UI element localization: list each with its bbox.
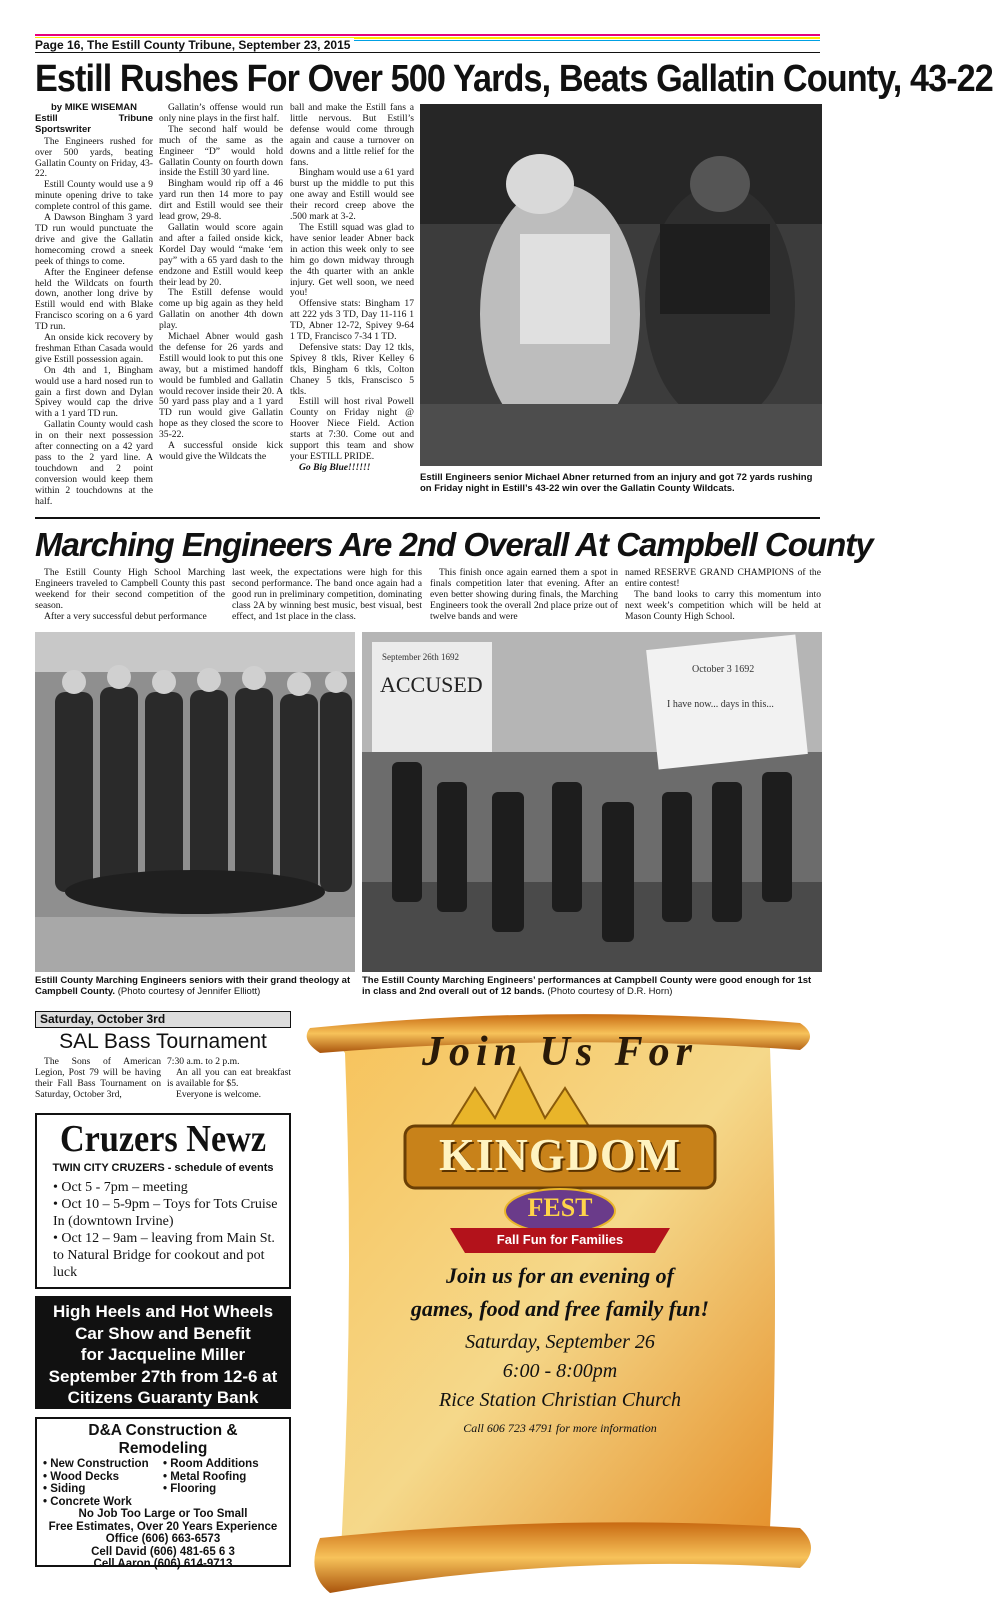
paragraph: After the Engineer defense held the Wildcats on fourth down, another long drive by Estill would end with Blake Francisco scoring on a 6 yard TD run. [35, 266, 153, 333]
da-service: • Siding [43, 1483, 86, 1495]
paragraph: The Sons of American Legion, Post 79 will be having their Fall Bass Tournament on Saturday, October 3rd, [35, 1056, 161, 1100]
da-title: D&A Construction & Remodeling [88, 1422, 238, 1457]
folio-rule [35, 52, 820, 53]
byline-title: Estill Tribune Sportswriter [35, 112, 153, 135]
paragraph: This finish once again earned them a spot in finals competition later that evening. After an even better showing during finals, the Marching Engineers took the overall 2nd place prize out of twelve bands and were [430, 567, 618, 622]
story1-column-1 [35, 103, 153, 508]
paragraph: An all you can eat breakfast is available for $5. [167, 1066, 291, 1089]
da-service: • New Construction [43, 1458, 149, 1470]
band-performance-photo [362, 632, 822, 972]
event-time: 6:00 - 8:00pm [502, 1360, 618, 1382]
paragraph: After a very successful debut performance [44, 610, 207, 622]
event-date: Saturday, September 26 [465, 1331, 655, 1353]
sign2-date: October 3 1692 [692, 664, 755, 675]
paragraph: The Estill defense would come up big again as they held Gallatin on another 4th down play. [159, 287, 283, 332]
football-photo-art [420, 104, 822, 466]
paragraph: Estill County would use a 9 minute opening drive to take complete control of this game. [35, 179, 153, 213]
football-photo-caption: Estill Engineers senior Michael Abner returned from an injury and got 72 yards rushing on Friday night in Estill’s 43-22 win over the Gallatin County Wildcats. [420, 472, 813, 494]
da-contact-line: Office (606) 663-6573 [105, 1533, 221, 1545]
da-contact-line: Free Estimates, Over 20 Years Experience [48, 1520, 278, 1533]
football-photo [420, 104, 822, 466]
da-services-right [163, 1458, 283, 1508]
band-seniors-photo-art [35, 632, 355, 972]
invite-line-1: Join us for an evening of [446, 1263, 674, 1288]
paragraph: Everyone is welcome. [176, 1088, 261, 1100]
signoff: Go Big Blue!!!!!! [299, 461, 371, 473]
sal-column-2 [167, 1057, 291, 1101]
color-bar-magenta [35, 34, 820, 36]
da-service: • Flooring [163, 1483, 217, 1495]
caption-text: The Estill County Marching Engineers’ performances at Campbell County were good enough for 1st in class and 2nd overall out of 12 bands. [362, 975, 812, 997]
caption-text: Estill County Marching Engineers seniors with their grand theology at Campbell County. [35, 975, 351, 997]
cruzers-item: • Oct 10 – 5-9pm – Toys for Tots Cruise In (downtown Irvine) [53, 1197, 278, 1229]
paragraph: The Engineers rushed for over 500 yards, beating Gallatin County on Friday, 43-22. [35, 135, 153, 180]
photo-credit: (Photo courtesy of D.R. Horn) [547, 986, 673, 997]
paragraph: Offensive stats: Bingham 17 att 222 yds 3 TD, Day 11-116 1 TD, Abner 12-72, Spivey 9-64 1 TD, Francisco 7-34 1 TD. [290, 298, 414, 343]
paragraph: ball and make the Estill fans a little nervous. But Estill’s defense would come through again and cause a turnover on downs and a little relief for the fans. [290, 102, 414, 168]
da-construction-ad [35, 1417, 291, 1570]
story2-column-4 [625, 568, 821, 623]
kingdom-logo: KINGDOM [438, 1129, 682, 1180]
da-contact-line: Cell David (606) 481-65 6 3 [91, 1545, 235, 1558]
band-performance-photo-art [362, 632, 822, 972]
story2-headline: Marching Engineers Are 2nd Overall At Campbell County [35, 526, 873, 563]
da-services-left [43, 1458, 163, 1508]
paragraph: Bingham would use a 61 yard burst up the middle to put this one away and Estill would see their record creep above the .500 mark at 3-2. [290, 167, 414, 223]
car-show-line: September 27th from 12-6 at [48, 1366, 278, 1386]
story2-column-2 [232, 568, 422, 623]
paragraph: Michael Abner would gash the defense for 26 yards and Estill would look to put this one away, but a mistimed handoff would be fumbled and Gallatin would recover inside their 20. A 50 yard pass play and a 1 yard TD run would give Gallatin hope as they closed the score to 35-22. [159, 331, 283, 441]
story1-headline: Estill Rushes For Over 500 Yards, Beats Gallatin County, 43-22 [35, 58, 993, 100]
car-show-line: Citizens Guaranty Bank [67, 1388, 259, 1407]
sign2-text: I have now... days in this... [667, 699, 774, 710]
da-contact [43, 1508, 283, 1571]
paragraph: named RESERVE GRAND CHAMPIONS of the entire contest! [625, 567, 821, 589]
cruzers-item: • Oct 12 – 9am – leaving from Main St. to Natural Bridge for cookout and pot luck [53, 1231, 275, 1280]
event-call: Call 606 723 4791 for more information [463, 1421, 657, 1435]
da-service: • Room Additions [163, 1458, 259, 1470]
band-performance-caption [362, 975, 822, 997]
paragraph: An onside kick recovery by freshman Ethan Casada would give Estill possession again. [35, 332, 153, 365]
cruzers-box [35, 1113, 291, 1289]
invite-line-2: games, food and free family fun! [410, 1296, 710, 1321]
paragraph: The second half would be much of the same as the Engineer “D” would hold Gallatin County on fourth down inside the Estill 30 yard line. [159, 123, 283, 179]
cruzers-item: • Oct 5 - 7pm – meeting [53, 1180, 188, 1195]
sal-column-1 [35, 1057, 161, 1101]
band-seniors-photo [35, 632, 355, 972]
join-us-for: Join Us For [421, 1029, 699, 1075]
paragraph: The Estill squad was glad to have senior leader Abner back in action this week only to see him go down midway through the 4th quarter with an ankle injury. Get well soon, we need you! [290, 221, 414, 299]
paragraph: Gallatin would score again and after a failed onside kick, Kordel Day would “make ‘em pay” with a 65 yard dash to the endzone and Estill would keep their lead by 20. [159, 221, 283, 288]
paragraph: Gallatin County would cash in on their next possession after connecting on a 42 yard pass to the 2 yard line. A touchdown and 2 point conversion would keep them within 2 touchdowns at the half. [35, 419, 153, 507]
car-show-line: Car Show and Benefit [75, 1323, 251, 1343]
page-folio: Page 16, The Estill County Tribune, September 23, 2015 [35, 38, 354, 52]
paragraph: 7:30 a.m. to 2 p.m. [167, 1056, 240, 1067]
da-service: • Concrete Work [43, 1495, 132, 1508]
section-rule [35, 517, 820, 519]
story2-column-3 [430, 568, 618, 623]
story2-column-1 [35, 568, 225, 623]
sign-date: September 26th 1692 [382, 652, 459, 662]
byline: by MIKE WISEMAN [50, 102, 138, 113]
da-contact-line: Cell Aaron (606) 614-9713 [93, 1558, 233, 1570]
paragraph: The band looks to carry this momentum into next week’s competition which will be held at Mason County High School. [625, 588, 821, 622]
story1-column-2 [159, 103, 283, 463]
sal-date-banner: Saturday, October 3rd [35, 1011, 291, 1028]
paragraph: A successful onside kick would give the Wildcats the [159, 440, 283, 462]
paragraph: last week, the expectations were high for this second performance. The band once again had a good run in preliminary competition, dominating class 2A by winning best music, best visual, best effect, and 1st place in the class. [232, 567, 422, 622]
paragraph: Defensive stats: Day 12 tkls, Spivey 8 tkls, River Kelley 6 tkls, Bingham 6 tkls, Colton Chaney 5 tkls, Franscisco 5 tkls. [290, 341, 414, 397]
kingdom-fest-ad [300, 1008, 822, 1598]
paragraph: Estill will host rival Powell County on Friday night @ Hoover Niece Field. Action starts at 7:30. Come out and support this team and show your ESTILL PRIDE. [290, 396, 414, 462]
paragraph: Bingham would rip off a 46 yard run then 14 more to pay dirt and Estill would see their lead grow, 29-8. [159, 178, 283, 223]
photo-credit: (Photo courtesy of Jennifer Elliott) [117, 986, 261, 997]
car-show-line: for Jacqueline Miller [80, 1345, 246, 1364]
da-contact-line: No Job Too Large or Too Small [78, 1508, 248, 1520]
cruzers-title: Cruzers Newz [59, 1118, 267, 1160]
car-show-box [35, 1296, 291, 1409]
cruzers-subtitle: TWIN CITY CRUZERS - schedule of events [52, 1162, 274, 1174]
event-place: Rice Station Christian Church [438, 1389, 682, 1411]
car-show-line: High Heels and Hot Wheels [52, 1302, 274, 1321]
story1-column-3 [290, 103, 414, 474]
paragraph: A Dawson Bingham 3 yard TD run would punctuate the drive and give the Gallatin homecoming crowd a sneek peek of things to come. [35, 212, 153, 267]
band-seniors-caption [35, 975, 355, 997]
da-services [43, 1458, 283, 1508]
paragraph: On 4th and 1, Bingham would use a hard nosed run to gain a first down and Dylan Spivey would cap the drive with a 1 yard TD run. [35, 364, 153, 420]
fest-logo: FEST [527, 1193, 593, 1222]
sign-accused: ACCUSED [380, 672, 483, 697]
paragraph: The Estill County High School Marching Engineers traveled to Campbell County this past weekend for their second competition of the season. [35, 567, 225, 611]
da-service: • Wood Decks [43, 1470, 120, 1483]
ribbon-text: Fall Fun for Families [496, 1232, 624, 1247]
sal-title: SAL Bass Tournament [59, 1030, 267, 1053]
paragraph: Gallatin’s offense would run only nine plays in the first half. [159, 102, 283, 124]
da-service: • Metal Roofing [163, 1470, 247, 1483]
